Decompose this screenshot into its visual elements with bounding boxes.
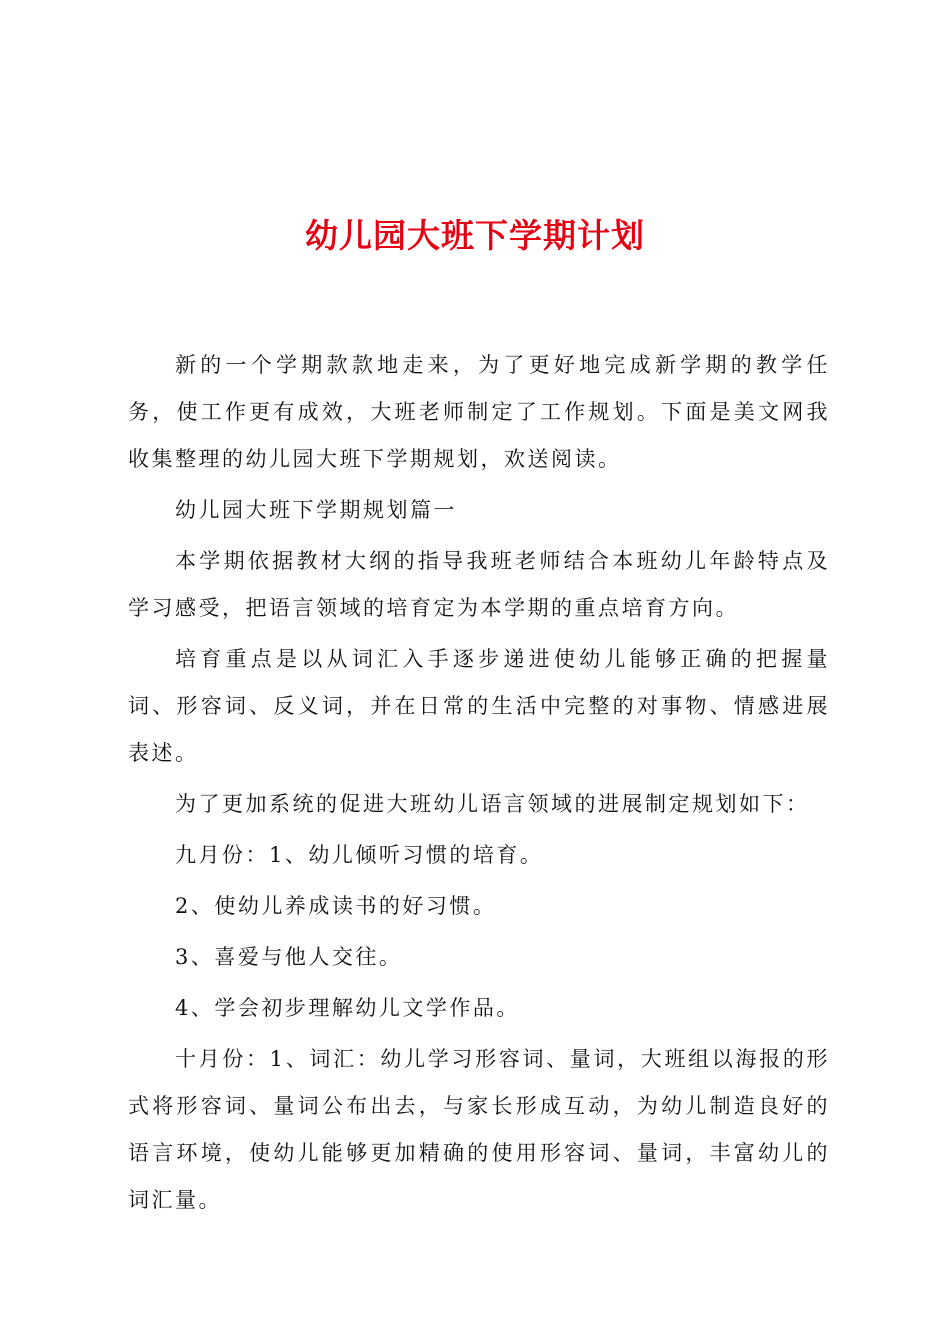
paragraph-section-heading: 幼儿园大班下学期规划篇一 [175, 498, 457, 522]
document-title: 幼儿园大班下学期计划 [305, 216, 645, 255]
paragraph-september-1: 九月份：1、幼儿倾听习惯的培育。 [175, 843, 544, 867]
document-body [128, 342, 830, 1228]
paragraph-september-2: 2、使幼儿养成读书的好习惯。 [175, 894, 497, 918]
paragraph-september-4: 4、学会初步理解幼儿文学作品。 [175, 996, 520, 1020]
paragraph-cultivation-focus: 培育重点是以从词汇入手逐步递进使幼儿能够正确的把握量词、形容词、反义词，并在日常的生活中完整的对事物、情感进展表述。 [128, 647, 830, 765]
paragraph-semester-focus: 本学期依据教材大纲的指导我班老师结合本班幼儿年龄特点及学习感受，把语言领域的培育定为本学期的重点培育方向。 [128, 549, 830, 620]
paragraph-plan-intro: 为了更加系统的促进大班幼儿语言领域的进展制定规划如下： [175, 792, 810, 816]
paragraph-intro: 新的一个学期款款地走来，为了更好地完成新学期的教学任务，使工作更有成效，大班老师制定了工作规划。下面是美文网我收集整理的幼儿园大班下学期规划，欢送阅读。 [128, 353, 830, 471]
paragraph-september-3: 3、喜爱与他人交往。 [175, 945, 403, 969]
paragraph-october-1: 十月份：1、词汇：幼儿学习形容词、量词，大班组以海报的形式将形容词、量词公布出去，与家长形成互动，为幼儿制造良好的语言环境，使幼儿能够更加精确的使用形容词、量词，丰富幼儿的词汇量。 [128, 1047, 830, 1212]
